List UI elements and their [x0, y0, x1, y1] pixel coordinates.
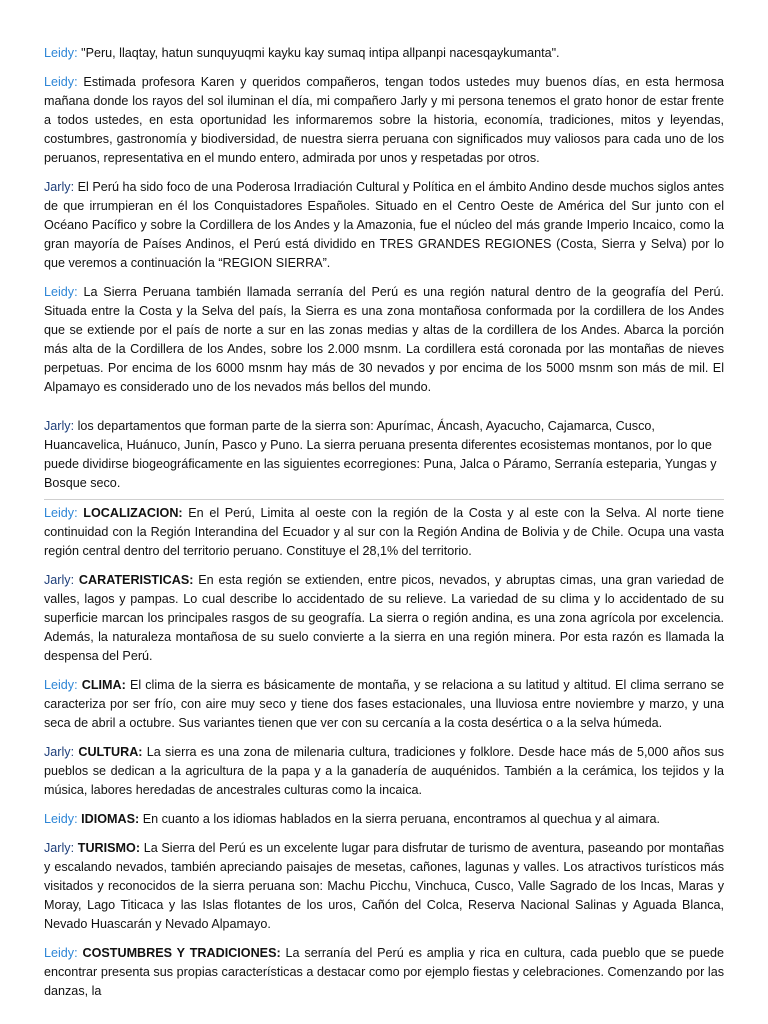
speaker-label-leidy: Leidy: [44, 285, 78, 299]
section-heading-caracteristicas: CARATERISTICAS: [78, 573, 194, 587]
speaker-label-leidy: Leidy: [44, 678, 78, 692]
paragraph-text: La Sierra del Perú es un excelente lugar para disfrutar de turismo de aventura, paseando por montañas y escalando nevados, también apreciando paisajes de mesetas, cañones, lagunas y valles. Los atractivos turísticos más visitados y reconocidos de la sierra peruana son: Machu Picchu, Vinchuca, Cusco, Valle Sagrado de los Incas, Maras y Moray, Lago Titicaca y las Islas flotantes de los uros, Cañón del Colca, Reserva Nacional Salinas y Aguada Blanca, Nevado Huascarán y Nevado Alpamayo. [44, 841, 724, 931]
speaker-label-jarly: Jarly: [44, 419, 75, 433]
paragraph-text: los departamentos que forman parte de la sierra son: Apurímac, Áncash, Ayacucho, Cajamarca, Cusco, Huancavelica, Huánuco, Junín, Pasco y Puno. La sierra peruana presenta diferentes ecosistemas montanos, por lo que puede dividirse biogeográficamente en las siguientes ecorregiones: Puna, Jalca o Páramo, Serranía esteparia, Yungas y Bosque seco. [44, 419, 717, 490]
section-heading-idiomas: IDIOMAS: [81, 812, 140, 826]
paragraph-text: La serranía del Perú es amplia y rica en cultura, cada pueblo que se puede encontrar presenta sus propias características a destacar como por ejemplo fiestas y celebraciones. Comenzando por las danzas, la [44, 946, 725, 998]
paragraph-text: En el Perú, Limita al oeste con la región de la Costa y al este con la Selva. Al norte tiene continuidad con la Región Interandina del Ecuador y al sur con la Región Andina de Bolivia y de Chile. Ocupa una vasta región central dentro del territorio peruano. Constituye el 28,1% del territorio. [44, 506, 725, 558]
paragraph-caracteristicas [44, 571, 724, 666]
paragraph-text: "Peru, llaqtay, hatun sunquyuqmi kayku kay sumaq intipa allpanpi nacesqaykumanta". [81, 46, 560, 60]
paragraph-text: Estimada profesora Karen y queridos compañeros, tengan todos ustedes muy buenos días, en esta hermosa mañana donde los rayos del sol iluminan el día, mi compañero Jarly y mi persona tenemos el grato honor de estar frente a todos ustedes, en esta oportunidad les informaremos sobre la historia, economía, tradiciones, mitos y leyendas, costumbres, gastronomía y biodiversidad, de nuestra sierra peruana con significados muy valiosos para cada uno de los peruanos, representativa en el mundo entero, admirada por unos y respetadas por otros. [44, 75, 725, 165]
section-heading-costumbres: COSTUMBRES Y TRADICIONES: [82, 946, 281, 960]
paragraph-peru-overview [44, 178, 724, 273]
paragraph-departments [44, 417, 724, 493]
paragraph-clima [44, 676, 724, 733]
speaker-label-leidy: Leidy: [44, 946, 78, 960]
section-divider [44, 499, 724, 500]
paragraph-text: El clima de la sierra es básicamente de montaña, y se relaciona a su latitud y altitud. El clima serrano se caracteriza por ser frío, con aire muy seco y tiene dos fases estacionales, una lluviosa entre noviembre y marzo, y una seca de abril a octubre. Sus variantes tienen que ver con su cercanía a la costa desértica o a la selva húmeda. [44, 678, 725, 730]
section-heading-turismo: TURISMO: [77, 841, 141, 855]
paragraph-greeting-quechua [44, 44, 724, 63]
section-heading-cultura: CULTURA: [78, 745, 143, 759]
speaker-label-leidy: Leidy: [44, 506, 78, 520]
paragraph-text: En esta región se extienden, entre picos, nevados, y abruptas cimas, una gran variedad de valles, lagos y pampas. Lo cual describe lo accidentado de su relieve. La variedad de su clima y lo accidentado de su superficie marcan los principales rasgos de su geografía. La sierra o región andina, es una zona agrícola por excelencia. Además, la naturaleza montañosa de su suelo convierte a la sierra en una región minera. Por esta razón es llamada la despensa del Perú. [44, 573, 725, 663]
paragraph-localizacion [44, 504, 724, 561]
paragraph-idiomas [44, 810, 724, 829]
paragraph-costumbres [44, 944, 724, 1001]
speaker-label-jarly: Jarly: [44, 841, 75, 855]
paragraph-sierra-definition [44, 283, 724, 397]
paragraph-text: La Sierra Peruana también llamada serranía del Perú es una región natural dentro de la geografía del Perú. Situada entre la Costa y la Selva del país, la Sierra es una zona montañosa conformada por la cordillera de los Andes que se extiende por el país de norte a sur en las zonas medias y altas de la cordillera de los Andes. Abarca la porción más alta de la Cordillera de los Andes, sobre los 2.000 msnm. La cordillera está coronada por las montañas de nieves perpetuas. Por encima de los 6000 msnm hay más de 30 nevados y por encima de los 5000 msnm son más de mil. El Alpamayo es considerado uno de los nevados más bellos del mundo. [44, 285, 724, 394]
paragraph-turismo [44, 839, 724, 934]
paragraph-text: La sierra es una zona de milenaria cultura, tradiciones y folklore. Desde hace más de 5,000 años sus pueblos se dedican a la agricultura de la papa y a la ganadería de auquénidos. También a la cerámica, los tejidos y la música, labores heredadas de ancestrales culturas como la incaica. [44, 745, 724, 797]
section-heading-clima: CLIMA: [81, 678, 126, 692]
paragraph-text: En cuanto a los idiomas hablados en la sierra peruana, encontramos al quechua y al aimara. [142, 812, 661, 826]
paragraph-cultura [44, 743, 724, 800]
paragraph-text: El Perú ha sido foco de una Poderosa Irradiación Cultural y Política en el ámbito Andino desde muchos siglos antes de que irrumpieran en él los Conquistadores Españoles. Situado en el Centro Oeste de América del Sur junto con el Océano Pacífico y sobre la Cordillera de los Andes y la Amazonia, fue el núcleo del más grande Imperio Incaico, como la gran mayoría de Países Andinos, el Perú está dividido en TRES GRANDES REGIONES (Costa, Sierra y Selva) por lo que veremos a continuación la “REGION SIERRA”. [44, 180, 724, 270]
speaker-label-leidy: Leidy: [44, 46, 78, 60]
paragraph-introduction [44, 73, 724, 168]
speaker-label-leidy: Leidy: [44, 75, 78, 89]
speaker-label-jarly: Jarly: [44, 573, 75, 587]
speaker-label-jarly: Jarly: [44, 745, 75, 759]
speaker-label-jarly: Jarly: [44, 180, 75, 194]
section-heading-localizacion: LOCALIZACION: [83, 506, 183, 520]
speaker-label-leidy: Leidy: [44, 812, 78, 826]
